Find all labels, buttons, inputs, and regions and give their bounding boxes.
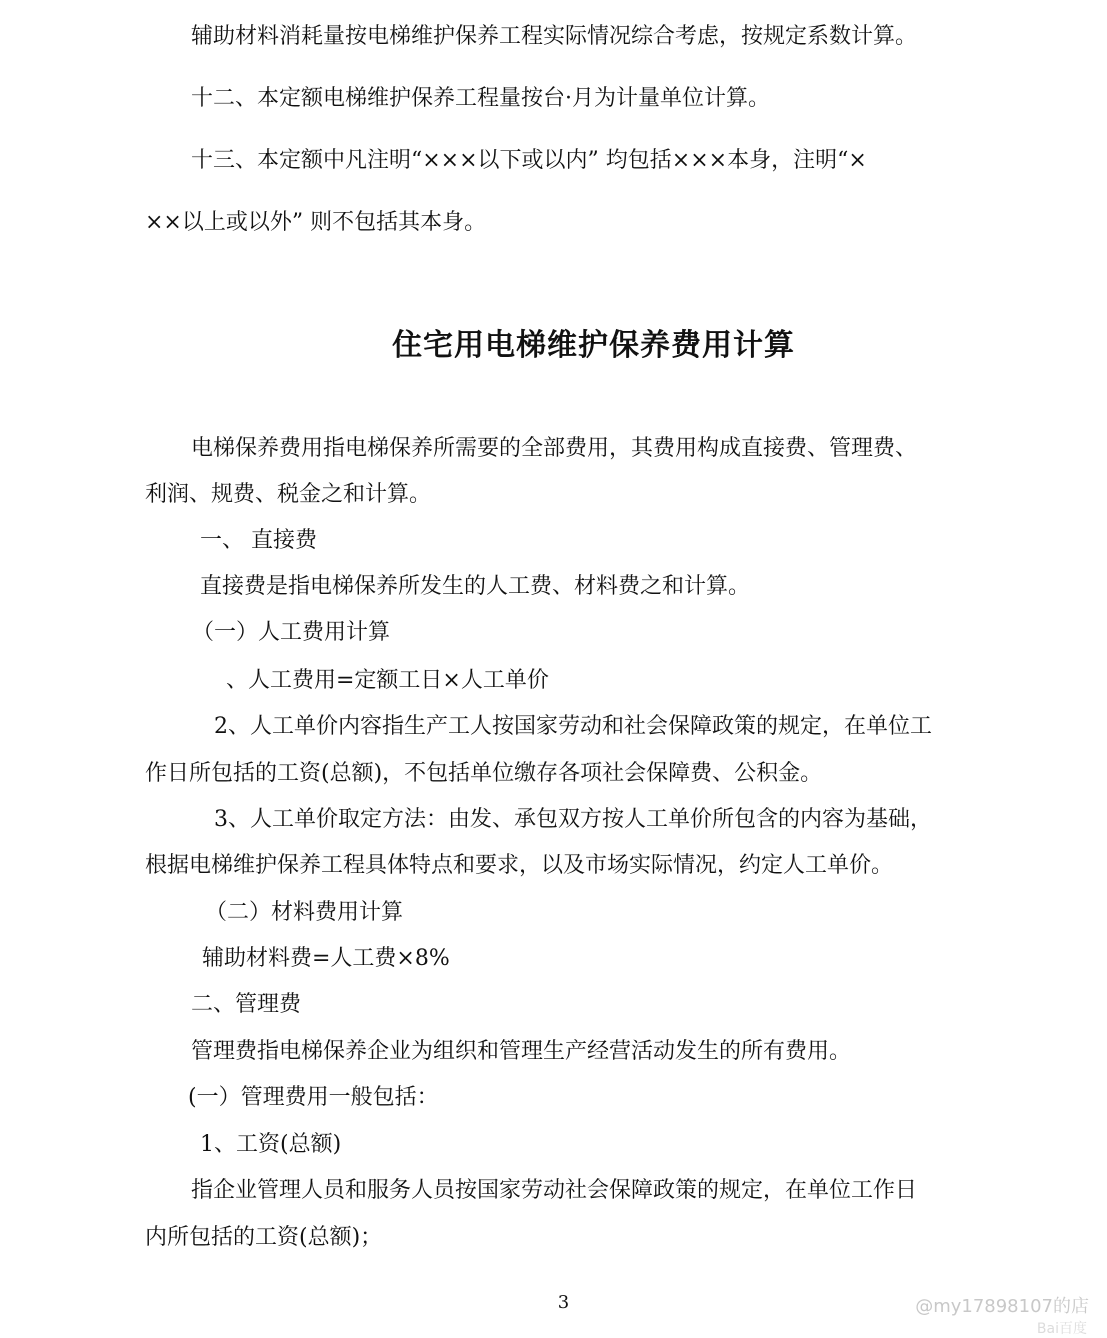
text-line: （二）材料费用计算 xyxy=(205,900,404,925)
text-line: （一）人工费用计算 xyxy=(192,620,391,645)
text-line: 、人工费用=定额工日×人工单价 xyxy=(226,668,549,693)
text-line: 内所包括的工资(总额)； xyxy=(145,1225,383,1250)
text-line: 指企业管理人员和服务人员按国家劳动社会保障政策的规定，在单位工作日 xyxy=(191,1178,918,1203)
watermark: @my17898107的店 xyxy=(915,1296,1089,1317)
text-line: 电梯保养费用指电梯保养所需要的全部费用，其费用构成直接费、管理费、 xyxy=(191,436,918,461)
text-line: 十三、本定额中凡注明“×××以下或以内” 均包括×××本身，注明“× xyxy=(191,148,867,173)
text-line: 一、 直接费 xyxy=(200,528,317,553)
text-line: 二、管理费 xyxy=(191,992,302,1017)
text-line: 3、人工单价取定方法：由发、承包双方按人工单价所包含的内容为基础， xyxy=(214,807,932,832)
text-line: 十二、本定额电梯维护保养工程量按台·月为计量单位计算。 xyxy=(191,86,770,111)
text-line: 作日所包括的工资(总额)，不包括单位缴存各项社会保障费、公积金。 xyxy=(145,761,823,786)
page-number: 3 xyxy=(557,1292,570,1313)
section-title: 住宅用电梯维护保养费用计算 xyxy=(392,328,795,363)
text-line: 直接费是指电梯保养所发生的人工费、材料费之和计算。 xyxy=(200,574,751,599)
watermark-logo: Bai百度 xyxy=(1036,1321,1087,1337)
text-line: (一）管理费用一般包括： xyxy=(188,1085,439,1110)
text-line: 2、人工单价内容指生产工人按国家劳动和社会保障政策的规定，在单位工 xyxy=(214,714,932,739)
text-line: 辅助材料消耗量按电梯维护保养工程实际情况综合考虑，按规定系数计算。 xyxy=(191,24,918,49)
text-line: 根据电梯维护保养工程具体特点和要求，以及市场实际情况，约定人工单价。 xyxy=(145,853,894,878)
text-line: 管理费指电梯保养企业为组织和管理生产经营活动发生的所有费用。 xyxy=(191,1039,852,1064)
text-line: 1、工资(总额) xyxy=(200,1132,342,1157)
text-line: ××以上或以外” 则不包括其本身。 xyxy=(145,210,487,235)
text-line: 辅助材料费=人工费×8% xyxy=(202,946,450,971)
text-line: 利润、规费、税金之和计算。 xyxy=(145,482,432,507)
